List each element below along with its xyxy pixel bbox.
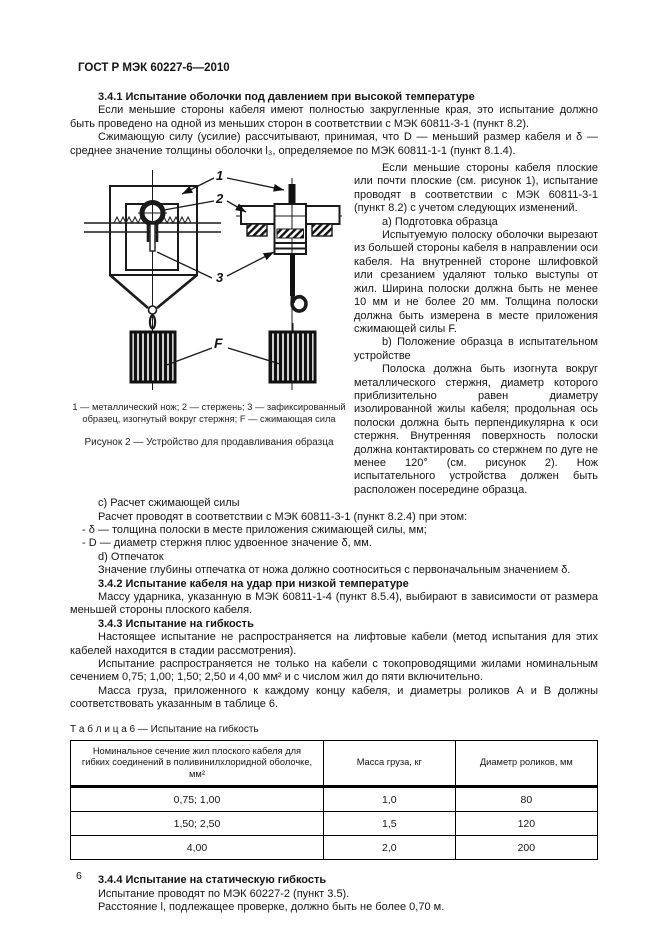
- right-text-column: [354, 162, 598, 497]
- support-right: [312, 224, 332, 236]
- hook-icon: [292, 296, 306, 311]
- figure-2-diagram: [64, 162, 342, 402]
- pivot: [149, 306, 157, 314]
- figure-label-2: 2: [216, 191, 224, 207]
- table-cell: 1,0: [323, 787, 455, 812]
- section-3-4-3-title: 3.4.3 Испытание на гибкость: [98, 617, 254, 630]
- section-3-4-4-title: 3.4.4 Испытание на статическую гибкость: [98, 874, 327, 887]
- table-cell: 200: [455, 836, 597, 860]
- figure-legend-line1: 1 — металлический нож; 2 — стержень; 3 — зафиксированный: [72, 402, 346, 413]
- list-c-text: Расчет проводят в соответствии с МЭК 60811-3-1 (пункт 8.2.4) при этом:: [98, 510, 468, 523]
- plate-left: [241, 206, 275, 224]
- table-cell: 1,50; 2,50: [71, 812, 324, 836]
- table-6-label: Т а б л и ц а 6 — Испытание на гибкость: [70, 723, 259, 735]
- list-c-item-d: - D — диаметр стержня плюс удвоенное значение δ, мм.: [82, 537, 372, 550]
- table-cell: 0,75; 1,00: [71, 787, 324, 812]
- figure-caption: Рисунок 2 — Устройство для продавливания образца: [84, 437, 334, 449]
- funnel: [110, 275, 148, 308]
- table-cell: 120: [455, 812, 597, 836]
- table-cell: 80: [455, 787, 597, 812]
- table-header-cross-section: Номинальное сечение жил плоского кабеля для гибких соединений в поливинилхлоридной оболочке, мм²: [71, 740, 324, 787]
- table-cell: 1,5: [323, 812, 455, 836]
- figure-legend-line2: образец, изогнутый вокруг стержня; F — сжимающая сила: [82, 413, 336, 424]
- list-d-text: Значение глубины отпечатка от ножа должно соотноситься с первоначальным значением δ.: [98, 564, 571, 577]
- table-cell: 2,0: [323, 836, 455, 860]
- table-header-load-mass: Масса груза, кг: [323, 740, 455, 787]
- table-row: [71, 812, 598, 836]
- table-header-pulley-diameter: Диаметр роликов, мм: [455, 740, 597, 787]
- figure-label-1: 1: [216, 168, 224, 184]
- support-left: [247, 224, 267, 236]
- table-row: [71, 787, 598, 812]
- paragraph-3-4-2-p1: Массу ударника, указанную в МЭК 60811-1-4 (пункт 8.5.4), выбирают в зависимости от размера меньшей стороны плоского кабеля.: [70, 591, 598, 617]
- table-header-row: [71, 740, 598, 787]
- paragraph-3-4-3-p2: Испытание распространяется не только на кабели с токопроводящими жилами номинальным сечением 0,75; 1,00; 1,50; 2,50 и 4,00 мм² и с числом жил до пяти включительно.: [70, 658, 598, 684]
- plate-right: [306, 206, 340, 224]
- paragraph-3-4-1-p2: Сжимающую силу (усилие) рассчитывают, принимая, что D — меньший размер кабеля и δ — среднее значение толщины оболочки l₃, определяемое по МЭК 60811-1-1 (пункт 8.1.4).: [70, 131, 598, 157]
- figure-label-f: F: [214, 335, 223, 352]
- figure-text-columns: [70, 162, 598, 497]
- list-a-title: a) Подготовка образца: [382, 215, 498, 228]
- paragraph-3-4-4-p2: Расстояние l, подлежащее проверке, должно быть не более 0,70 м.: [98, 901, 445, 913]
- paragraph-3-4-4-p1: Испытание проводят по МЭК 60227-2 (пункт 3.5).: [98, 887, 350, 900]
- weight-left: [131, 332, 175, 382]
- paragraph-3-4-3-p3: Масса груза, приложенного к каждому концу кабеля, и диаметры роликов А и В должны соответствовать указанным в таблице 6.: [70, 684, 598, 711]
- section-3-4-2-title: 3.4.2 Испытание кабеля на удар при низкой температуре: [98, 577, 409, 590]
- figure-legend: [70, 402, 348, 425]
- metal-knife: [150, 224, 155, 251]
- list-c-title: c) Расчет сжимающей силы: [98, 497, 240, 510]
- pull-rod: [290, 254, 295, 296]
- paragraph-3-4-3-p1: Настоящее испытание не распространяется на лифтовые кабели (метод испытания для этих кабелей находится в стадии рассмотрения).: [70, 631, 598, 657]
- table-cell: 4,00: [71, 836, 324, 860]
- list-b-title: b) Положение образца в испытательном устройстве: [354, 336, 598, 362]
- list-b-text: Полоска должна быть изогнута вокруг металлического стержня, диаметр которого приблизительно равен диаметру изолированной жилы кабеля; продольная ось полоски должна быть перпендикулярна к оси стержня. Внутренняя поверхность полоски должна контактировать со стержнем по дуге не менее 120° (см. рисунок 2). Нож испытательного устройства должен быть расположен посередине образца.: [354, 363, 598, 496]
- section-view: [236, 178, 342, 390]
- weight-right: [270, 332, 315, 382]
- figure-label-3: 3: [216, 270, 224, 286]
- list-c-item-delta: - δ — толщина полоски в месте приложения сжимающей силы, мм;: [82, 524, 427, 536]
- section-3-4-1-title: 3.4.1 Испытание оболочки под давлением при высокой температуре: [98, 91, 475, 103]
- document-header: ГОСТ Р МЭК 60227-6—2010: [78, 62, 230, 74]
- paragraph-right-p1: Если меньшие стороны кабеля плоские или почти плоские (см. рисунок 1), испытание проводят в соответствии с МЭК 60811-3-1 (пункт 8.2) с учетом следующих изменений.: [354, 162, 598, 215]
- list-d-title: d) Отпечаток: [98, 550, 164, 563]
- clamp-hatch: [277, 229, 304, 238]
- knife-shank: [289, 184, 296, 205]
- paragraph-3-4-1-p1: Если меньшие стороны кабеля имеют полностью закругленные края, это испытание должно быть проведено на одной из меньших сторон в соответствии с МЭК 60811-3-1 (пункт 8.2).: [70, 104, 598, 130]
- page-number: 6: [76, 870, 82, 882]
- figure-2: [70, 162, 348, 497]
- list-a-text: Испытуемую полоску оболочки вырезают из большей стороны кабеля в направлении оси кабеля. На внутренней стороне шлифовкой или срезанием удаляют только выступы от жил. Ширина полоски должна быть не менее 10 мм и не более 20 мм. Толщина полоски должна быть измерена в месте приложения сжимающей силы F.: [354, 229, 598, 335]
- table-row: [71, 836, 598, 860]
- table-6: [70, 740, 598, 861]
